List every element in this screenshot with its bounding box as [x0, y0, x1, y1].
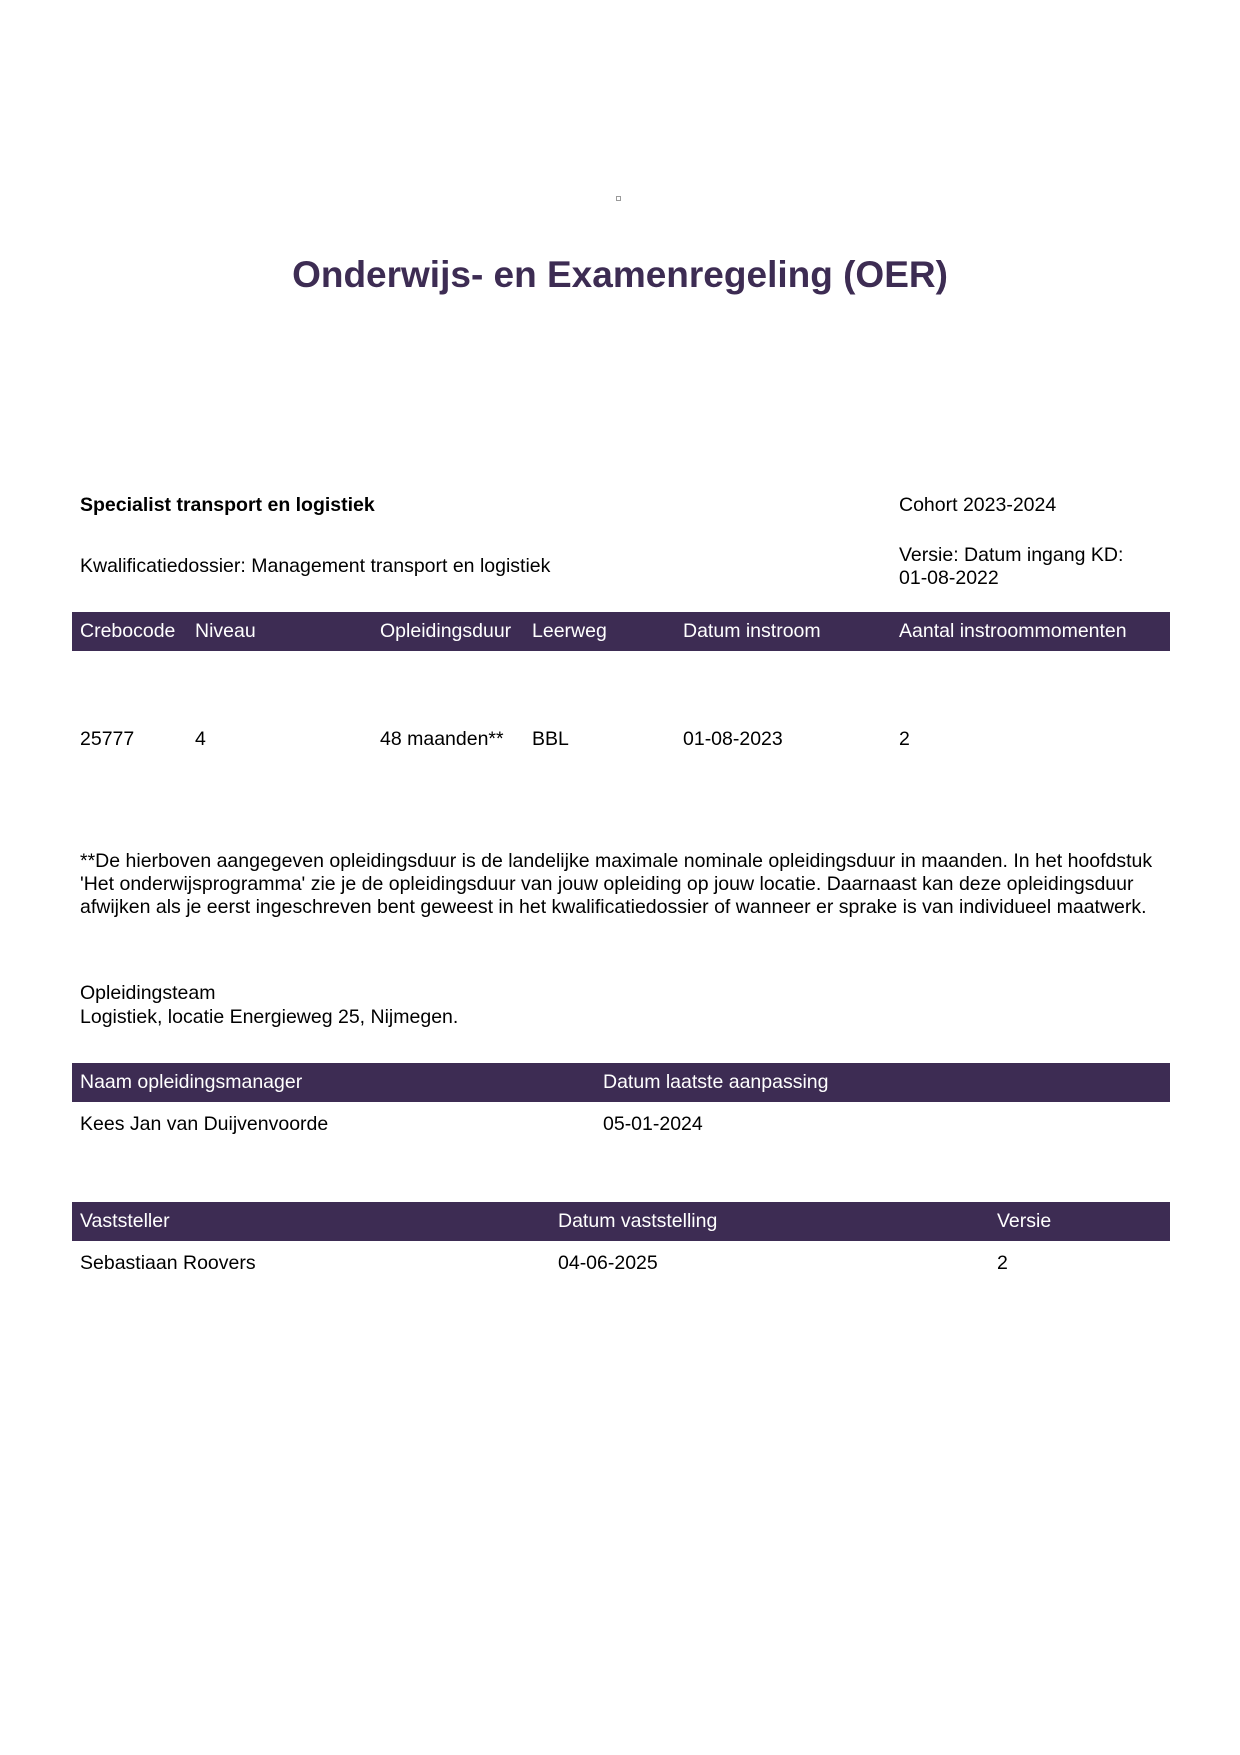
cell-datum-instroom: 01-08-2023	[683, 728, 783, 750]
program-table-header	[72, 612, 1170, 651]
duration-footnote: **De hierboven aangegeven opleidingsduur is de landelijke maximale nominale opleidingsduur in maanden. In het hoofdstuk 'Het onderwijsprogramma' zie je de opleidingsduur van jouw opleiding op jouw locatie. Daarnaast kan deze opleidingsduur afwijken als je eerst ingeschreven bent geweest in het kwalificatiedossier of wanneer er sprake is van individueel maatwerk.	[80, 850, 1153, 918]
team-location: Logistiek, locatie Energieweg 25, Nijmegen.	[80, 1006, 459, 1028]
document-title: Onderwijs- en Examenregeling (OER)	[292, 254, 948, 295]
qualification-dossier: Kwalificatiedossier: Management transport en logistiek	[80, 555, 551, 577]
header-crebocode: Crebocode	[80, 620, 176, 642]
header-datum-laatste-aanpassing: Datum laatste aanpassing	[603, 1071, 829, 1093]
page-marker-square	[616, 196, 621, 201]
header-vaststeller: Vaststeller	[80, 1210, 170, 1232]
cohort-label: Cohort 2023-2024	[899, 494, 1057, 516]
cell-vaststeller: Sebastiaan Roovers	[80, 1252, 256, 1274]
cell-crebocode: 25777	[80, 728, 135, 750]
header-datum-instroom: Datum instroom	[683, 620, 821, 642]
cell-versie: 2	[997, 1252, 1008, 1274]
program-name: Specialist transport en logistiek	[80, 494, 375, 516]
header-versie: Versie	[997, 1210, 1052, 1232]
cell-datum-vaststelling: 04-06-2025	[558, 1252, 658, 1274]
cell-opleidingsduur: 48 maanden**	[380, 728, 504, 750]
cell-last-modified: 05-01-2024	[603, 1113, 703, 1135]
header-opleidingsduur: Opleidingsduur	[380, 620, 512, 642]
cell-manager-name: Kees Jan van Duijvenvoorde	[80, 1113, 329, 1135]
version-date-value: 01-08-2022	[899, 567, 999, 589]
header-aantal-instroommomenten: Aantal instroommomenten	[899, 620, 1127, 642]
manager-table-header	[72, 1063, 1170, 1102]
team-label: Opleidingsteam	[80, 982, 216, 1004]
header-naam-opleidingsmanager: Naam opleidingsmanager	[80, 1071, 303, 1093]
version-date-label: Versie: Datum ingang KD:	[899, 544, 1124, 566]
header-datum-vaststelling: Datum vaststelling	[558, 1210, 718, 1232]
header-leerweg: Leerweg	[532, 620, 607, 642]
cell-aantal-instroommomenten: 2	[899, 728, 910, 750]
cell-leerweg: BBL	[532, 728, 569, 750]
cell-niveau: 4	[195, 728, 206, 750]
approval-table-header	[72, 1202, 1170, 1241]
header-niveau: Niveau	[195, 620, 256, 642]
